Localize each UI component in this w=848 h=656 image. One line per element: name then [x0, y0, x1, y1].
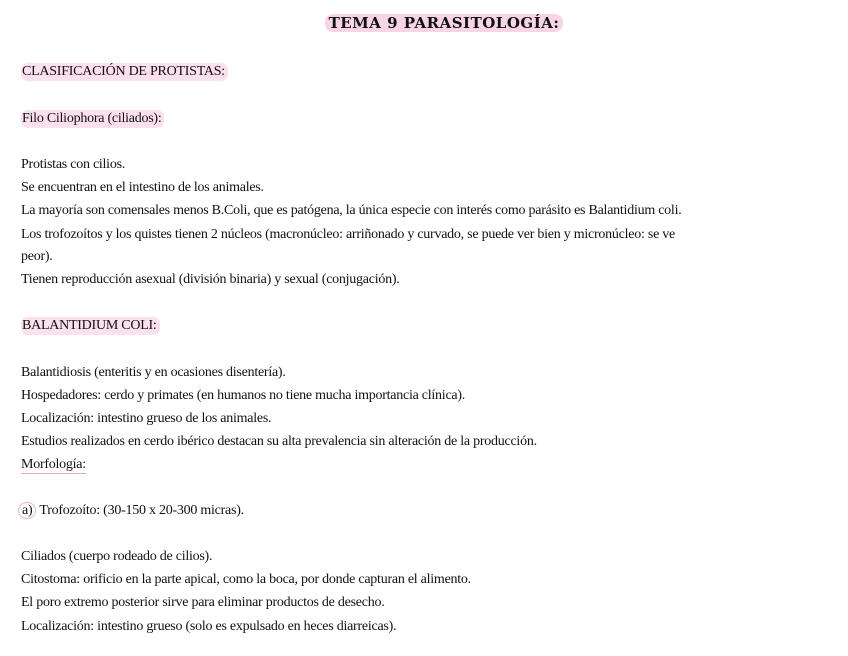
balantidium-heading — [21, 318, 160, 334]
filo-heading-text: Filo Ciliophora (ciliados): — [21, 110, 164, 128]
balantidium-point: Balantidiosis (enteritis y en ocasiones disentería). — [21, 365, 286, 380]
trofozoito-point: Localización: intestino grueso (solo es expulsado en heces diarreicas). — [21, 619, 397, 634]
trofozoito-point: Ciliados (cuerpo rodeado de cilios). — [21, 549, 213, 564]
ciliophora-point: Tienen reproducción asexual (división binaria) y sexual (conjugación). — [21, 272, 400, 287]
ciliophora-point: Se encuentran en el intestino de los animales. — [21, 180, 264, 195]
ciliophora-point: Los trofozoítos y los quistes tienen 2 núcleos (macronúcleo: arriñonado y curvado, se puede ver bien y micronúcleo: se ve — [21, 227, 675, 242]
section-heading — [21, 64, 228, 80]
balantidium-point: Estudios realizados en cerdo ibérico destacan su alta prevalencia sin alteración de la producción. — [21, 434, 537, 449]
trofozoito-point: El poro extremo posterior sirve para eliminar productos de desecho. — [21, 595, 385, 610]
page-title — [0, 14, 848, 32]
trofozoito-marker: a) — [18, 502, 36, 519]
morfologia-label — [21, 457, 86, 473]
balantidium-heading-text: BALANTIDIUM COLI: — [21, 317, 160, 335]
morfologia-label-text: Morfología: — [21, 457, 86, 472]
trofozoito-heading — [21, 503, 244, 519]
ciliophora-point: peor). — [21, 249, 53, 264]
section-heading-text: CLASIFICACIÓN DE PROTISTAS: — [21, 63, 228, 81]
balantidium-point: Localización: intestino grueso de los animales. — [21, 411, 272, 426]
page-title-text: TEMA 9 PARASITOLOGÍA: — [325, 14, 564, 32]
trofozoito-point: Citostoma: orificio en la parte apical, como la boca, por donde capturan el alimento. — [21, 572, 471, 587]
ciliophora-point: Protistas con cilios. — [21, 157, 126, 172]
ciliophora-point: La mayoría son comensales menos B.Coli, que es patógena, la única especie con interés como parásito es Balantidium coli. — [21, 203, 682, 218]
balantidium-point: Hospedadores: cerdo y primates (en humanos no tiene mucha importancia clínica). — [21, 388, 466, 403]
filo-heading — [21, 111, 164, 127]
trofozoito-text: Trofozoíto: (30-150 x 20-300 micras). — [39, 503, 244, 518]
